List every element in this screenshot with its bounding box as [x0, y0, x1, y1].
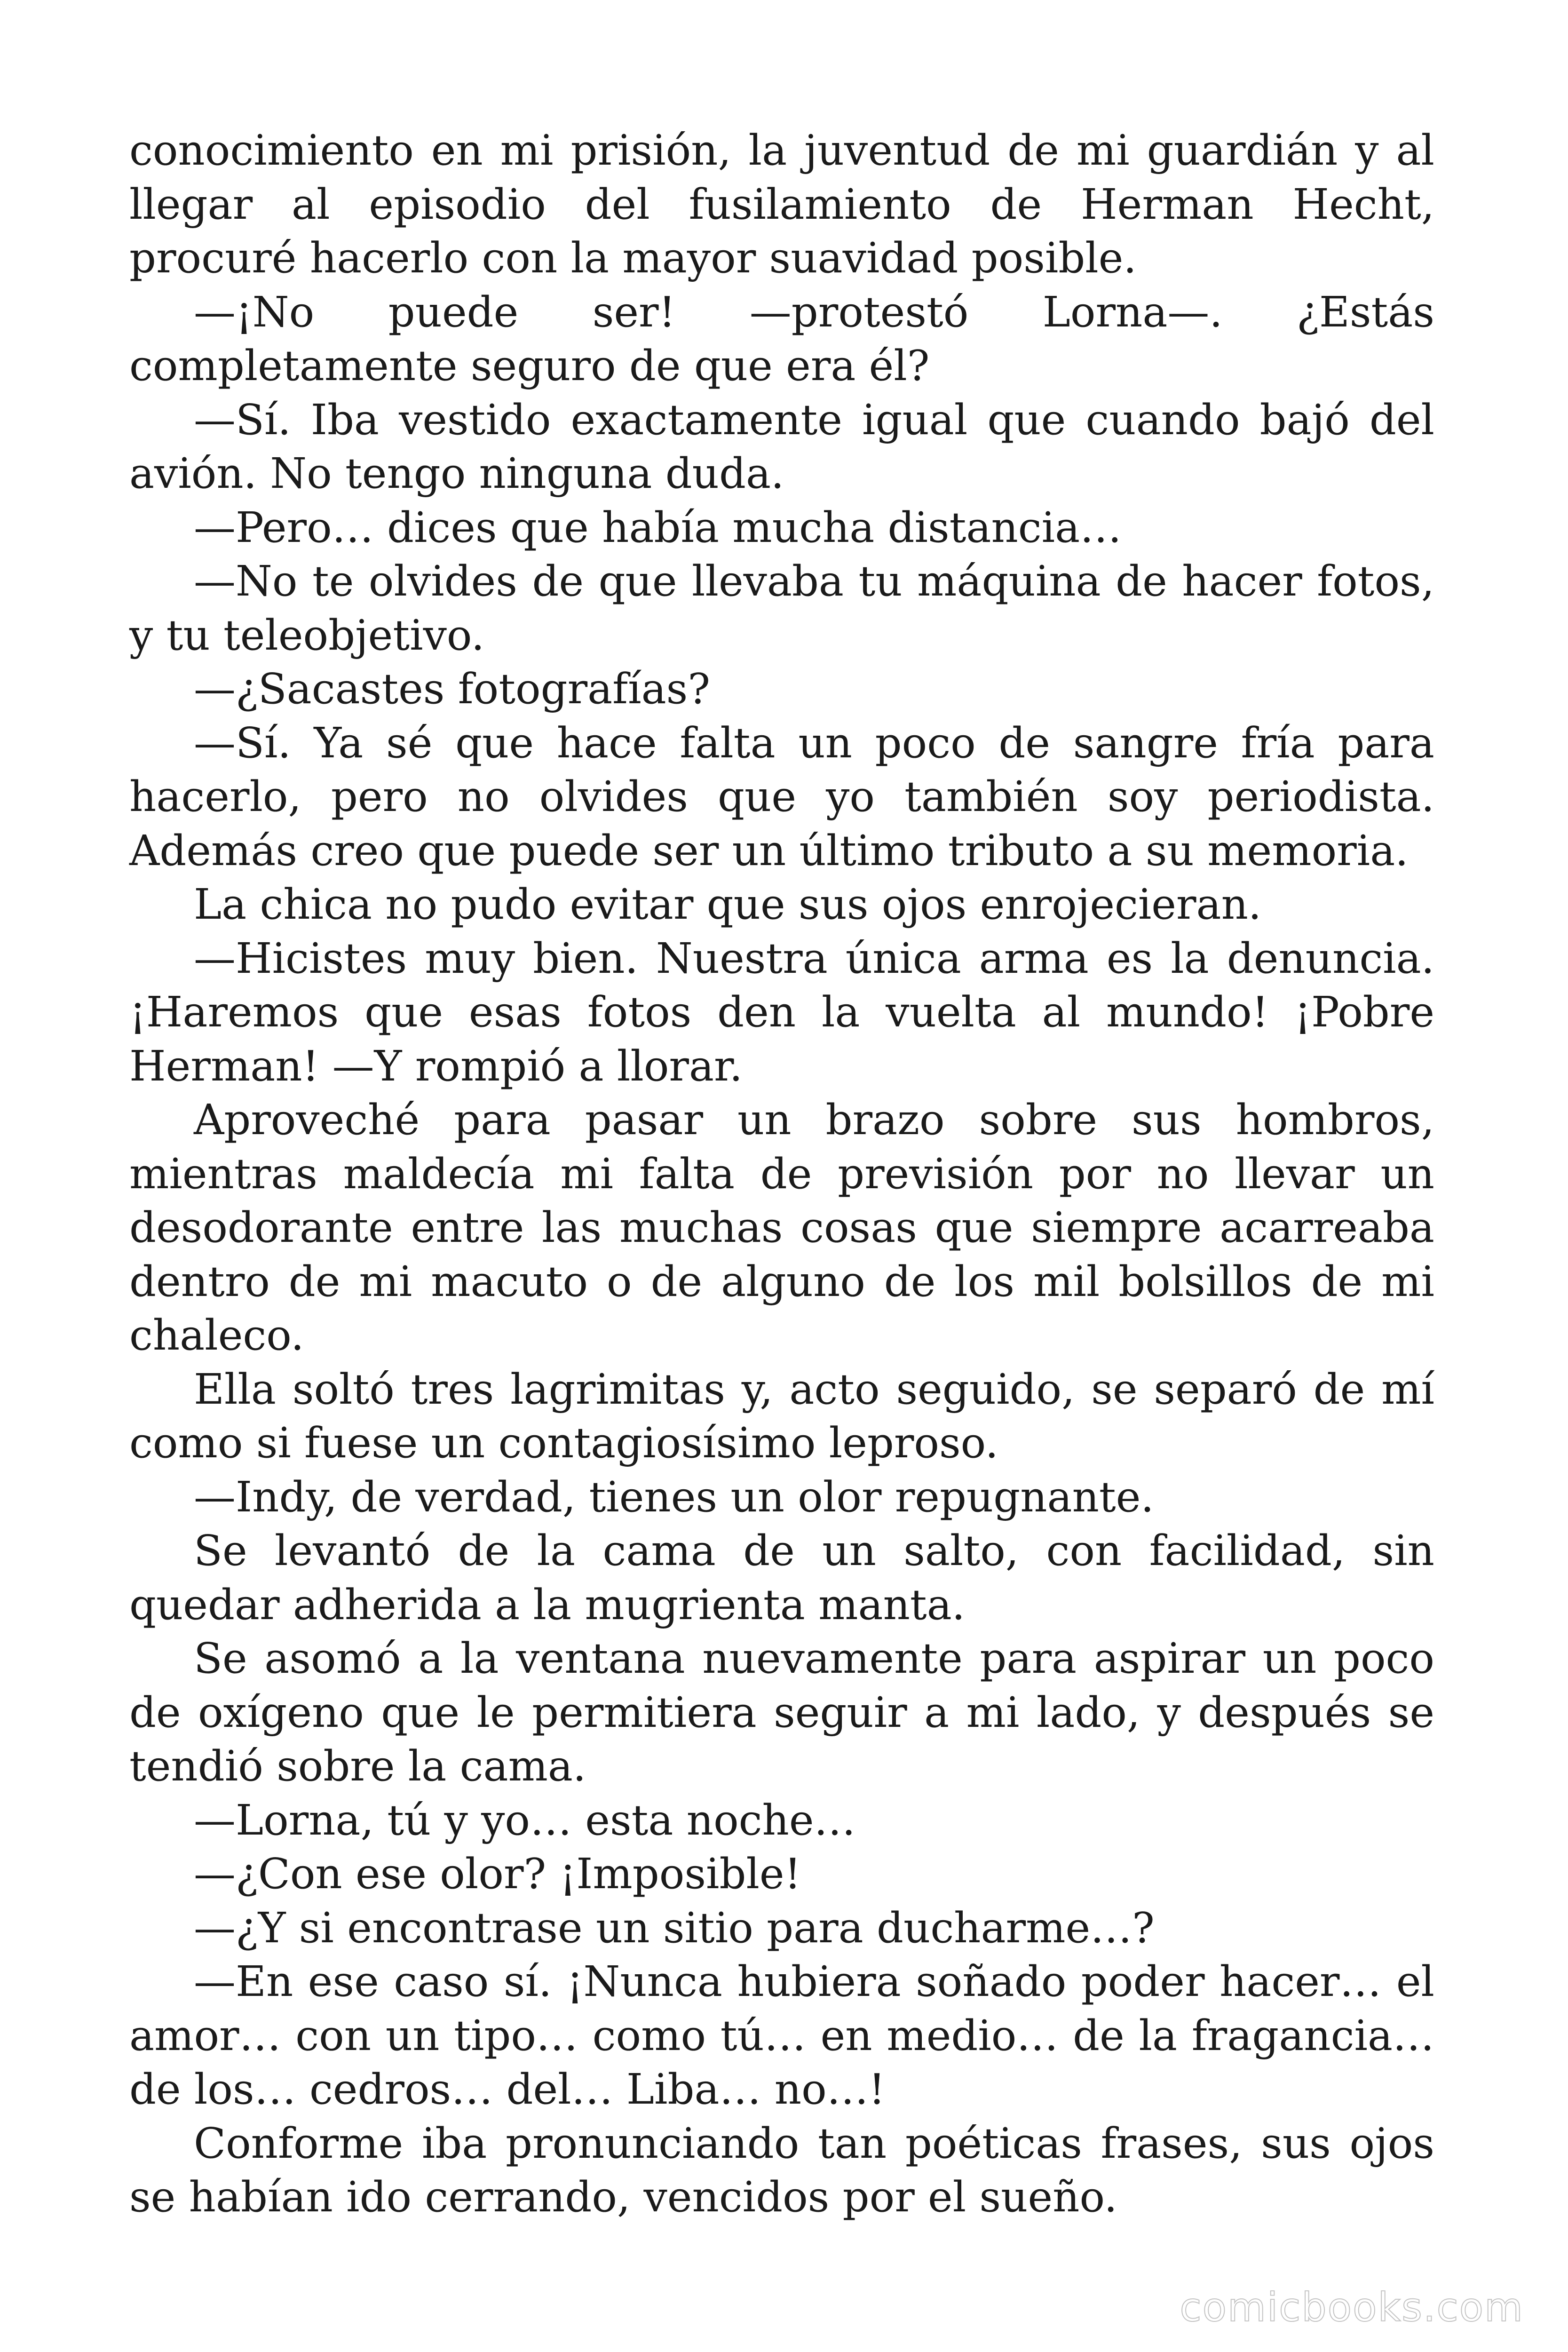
paragraph: —¡No puede ser! —protestó Lorna—. ¿Estás completamente seguro de que era él? [129, 287, 1434, 390]
paragraph: —¿Sacastes fotografías? [194, 664, 711, 713]
paragraph: Se asomó a la ventana nuevamente para aspirar un poco de oxígeno que le permitiera seguir a mi lado, y después se tendió sobre la cama. [129, 1634, 1434, 1790]
paragraph: —Hicistes muy bien. Nuestra única arma es la denuncia. ¡Haremos que esas fotos den la vuelta al mundo! ¡Pobre Herman! —Y rompió a llorar. [129, 933, 1434, 1090]
paragraph: —Sí. Iba vestido exactamente igual que cuando bajó del avión. No tengo ninguna duda. [129, 395, 1434, 498]
watermark: comicbooks.com [1180, 2284, 1524, 2330]
paragraph: —Indy, de verdad, tienes un olor repugnante. [194, 1472, 1154, 1521]
paragraph: —Sí. Ya sé que hace falta un poco de sangre fría para hacerlo, pero no olvides que yo también soy periodista. Además creo que puede ser un último tributo a su memoria. [129, 718, 1434, 875]
paragraph: Se levantó de la cama de un salto, con facilidad, sin quedar adherida a la mugrienta manta. [129, 1526, 1434, 1629]
paragraph: Aproveché para pasar un brazo sobre sus hombros, mientras maldecía mi falta de previsión por no llevar un desodorante entre las muchas cosas que siempre acarreaba dentro de mi macuto o de alguno de los mil bolsillos de mi chaleco. [129, 1095, 1434, 1359]
paragraph: —¿Con ese olor? ¡Imposible! [194, 1849, 801, 1898]
paragraph: La chica no pudo evitar que sus ojos enrojecieran. [194, 880, 1262, 929]
paragraph: —Lorna, tú y yo… esta noche… [194, 1795, 856, 1844]
paragraph: Ella soltó tres lagrimitas y, acto seguido, se separó de mí como si fuese un contagiosísimo leproso. [129, 1364, 1434, 1467]
paragraph: —Pero… dices que había mucha distancia… [194, 502, 1122, 552]
paragraph: —En ese caso sí. ¡Nunca hubiera soñado poder hacer… el amor… con un tipo… como tú… en medio… de la fragancia… de los… cedros… del… Liba… no…! [129, 1957, 1434, 2114]
paragraph: Conforme iba pronunciando tan poéticas frases, sus ojos se habían ido cerrando, vencidos por el sueño. [129, 2118, 1434, 2221]
paragraph: —No te olvides de que llevaba tu máquina de hacer fotos, y tu teleobjetivo. [129, 556, 1434, 660]
paragraph: conocimiento en mi prisión, la juventud de mi guardián y al llegar al episodio del fusilamiento de Herman Hecht, procuré hacerlo con la mayor suavidad posible. [129, 126, 1434, 282]
paragraph: —¿Y si encontrase un sitio para ducharme…? [194, 1903, 1155, 1952]
page-text [129, 123, 1434, 2224]
